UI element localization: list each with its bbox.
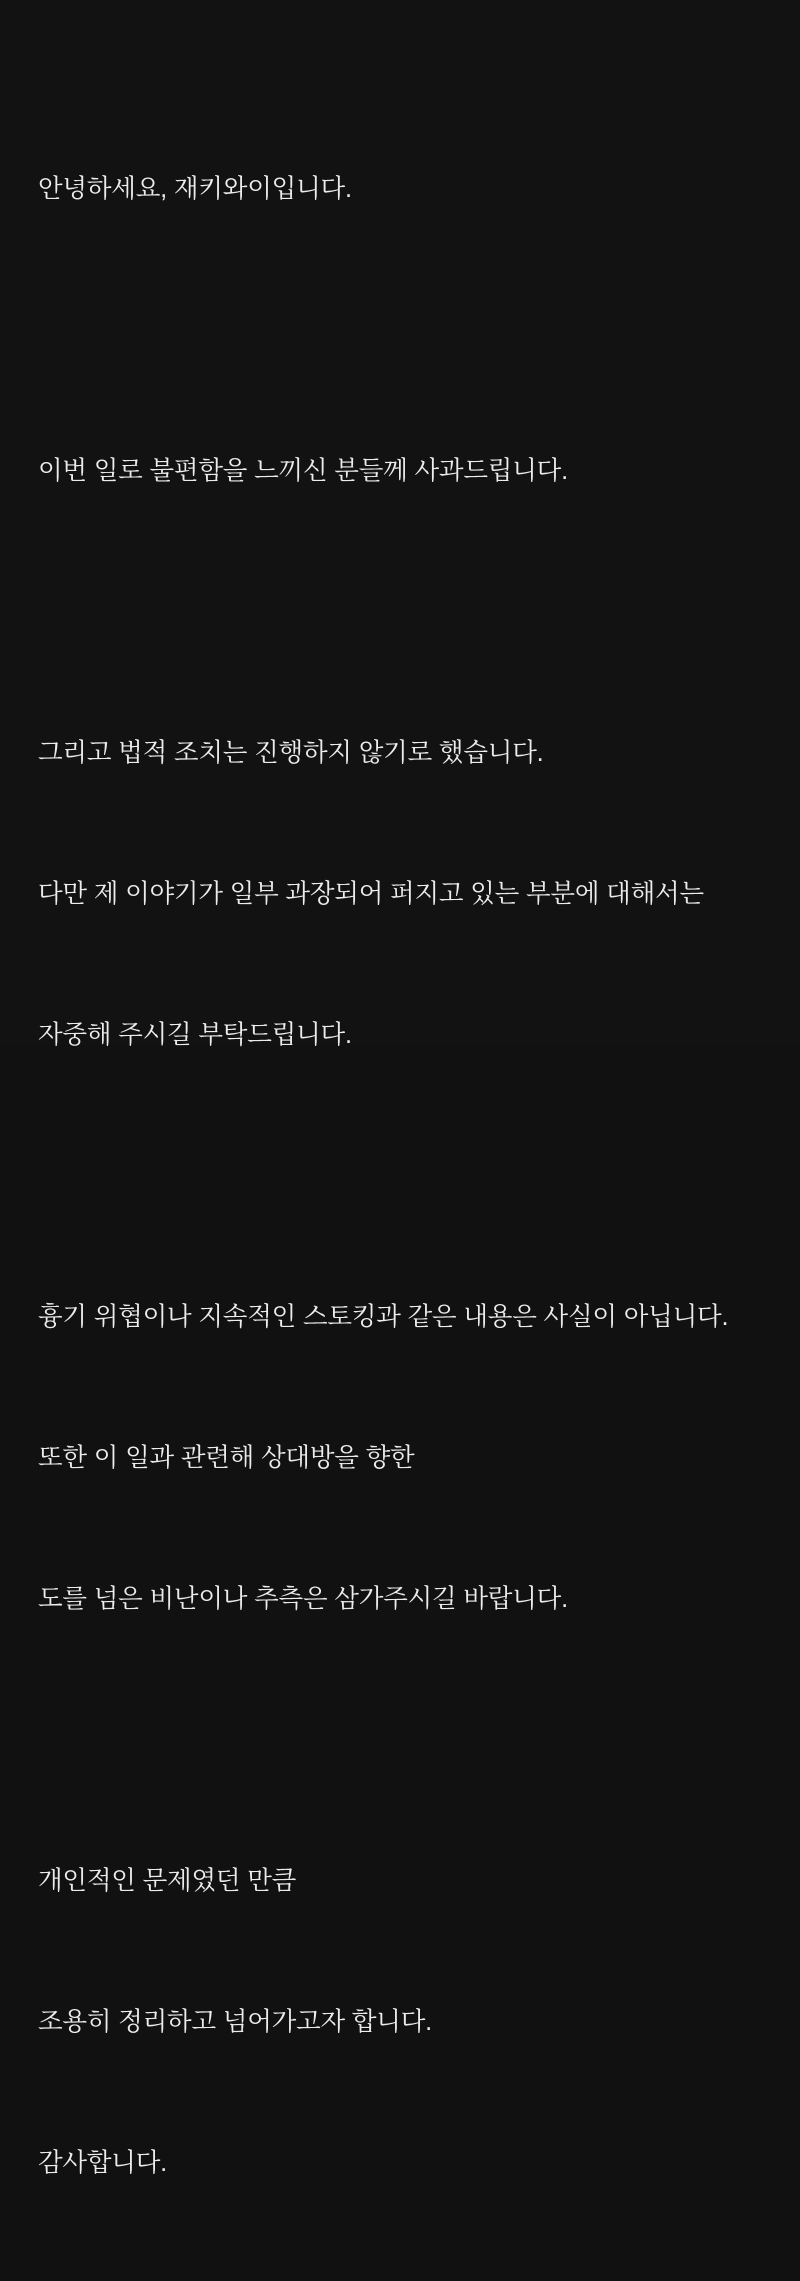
statement-paragraph-apology xyxy=(38,354,762,589)
statement-line: 도를 넘은 비난이나 추측은 삼가주시길 바랍니다. xyxy=(38,1585,568,1613)
statement-line: 안녕하세요, 재키와이입니다. xyxy=(38,175,352,203)
statement-line: 또한 이 일과 관련해 상대방을 향한 xyxy=(38,1444,415,1472)
statement-paragraph-greeting xyxy=(38,72,762,307)
statement-line: 그리고 법적 조치는 진행하지 않기로 했습니다. xyxy=(38,739,544,767)
statement-line: 조용히 정리하고 넘어가고자 합니다. xyxy=(38,2008,433,2036)
statement-line: 개인적인 문제였던 만큼 xyxy=(38,1867,297,1895)
statement-paragraph-closing xyxy=(38,1764,762,2281)
statement-line: 흉기 위협이나 지속적인 스토킹과 같은 내용은 사실이 아닙니다. xyxy=(38,1303,729,1331)
statement-line: 이번 일로 불편함을 느끼신 분들께 사과드립니다. xyxy=(38,457,568,485)
statement-line: 다만 제 이야기가 일부 과장되어 퍼지고 있는 부분에 대해서는 xyxy=(38,880,704,908)
statement-line: 감사합니다. xyxy=(38,2149,168,2177)
statement-paragraph-legal-action xyxy=(38,636,762,1153)
statement-line: 자중해 주시길 부탁드립니다. xyxy=(38,1021,352,1049)
statement-paragraph-denial xyxy=(38,1200,762,1717)
